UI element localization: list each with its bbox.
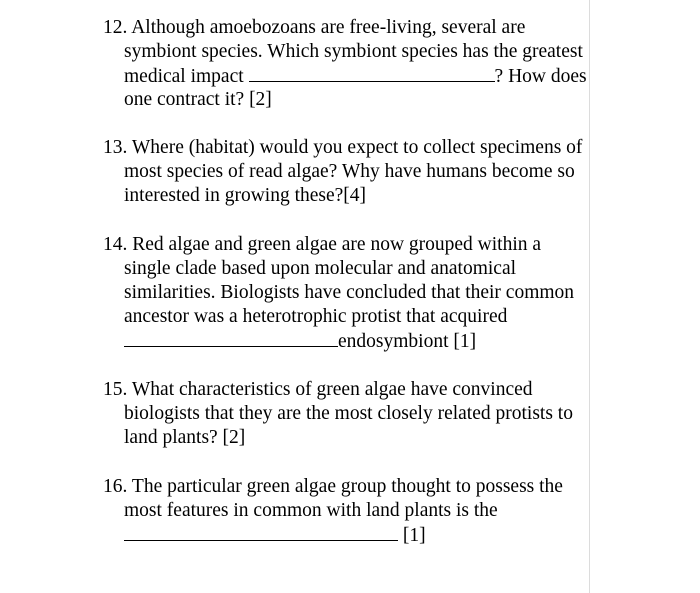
question-text: single clade based upon molecular and anatomical — [124, 258, 517, 279]
question-text: ? How does — [494, 66, 587, 87]
question-text: endosymbiont [1] — [338, 331, 477, 352]
question-14-blank-line — [124, 329, 476, 354]
question-text: What characteristics of green algae have convinced — [131, 379, 533, 400]
question-text: Where (habitat) would you expect to collect specimens of — [131, 137, 583, 158]
question-13-first-line — [103, 136, 582, 160]
question-text: interested in growing these?[4] — [124, 185, 367, 206]
question-text: most species of read algae? Why have humans become so — [124, 161, 575, 182]
question-text: land plants? [2] — [124, 427, 246, 448]
question-text: one contract it? [2] — [124, 89, 272, 110]
question-number: 12. — [103, 17, 128, 38]
question-12-first-line — [103, 16, 525, 40]
question-number: 15. — [103, 379, 128, 400]
question-14-first-line — [103, 233, 541, 257]
question-text: biologists that they are the most closely related protists to — [124, 403, 573, 424]
question-text: symbiont species. Which symbiont species has the greatest — [124, 41, 583, 62]
question-12-blank-line — [124, 64, 587, 89]
question-text: most features in common with land plants is the — [124, 500, 498, 521]
question-16-first-line — [103, 475, 563, 499]
question-16-blank-line — [124, 523, 426, 548]
question-text: [1] — [402, 525, 426, 546]
answer-blank[interactable] — [124, 523, 398, 541]
question-text: ancestor was a heterotrophic protist that acquired — [124, 306, 508, 327]
answer-blank[interactable] — [249, 64, 495, 82]
question-number: 16. — [103, 476, 128, 497]
question-text: medical impact — [124, 66, 244, 87]
question-text: Red algae and green algae are now grouped within a — [132, 234, 542, 255]
question-number: 14. — [103, 234, 128, 255]
question-text: similarities. Biologists have concluded that their common — [124, 282, 575, 303]
answer-blank[interactable] — [124, 329, 338, 347]
question-text: The particular green algae group thought to possess the — [131, 476, 563, 497]
question-15-first-line — [103, 378, 533, 402]
question-number: 13. — [103, 137, 128, 158]
question-text: Although amoebozoans are free-living, several are — [131, 17, 526, 38]
page-edge-divider — [589, 0, 590, 593]
